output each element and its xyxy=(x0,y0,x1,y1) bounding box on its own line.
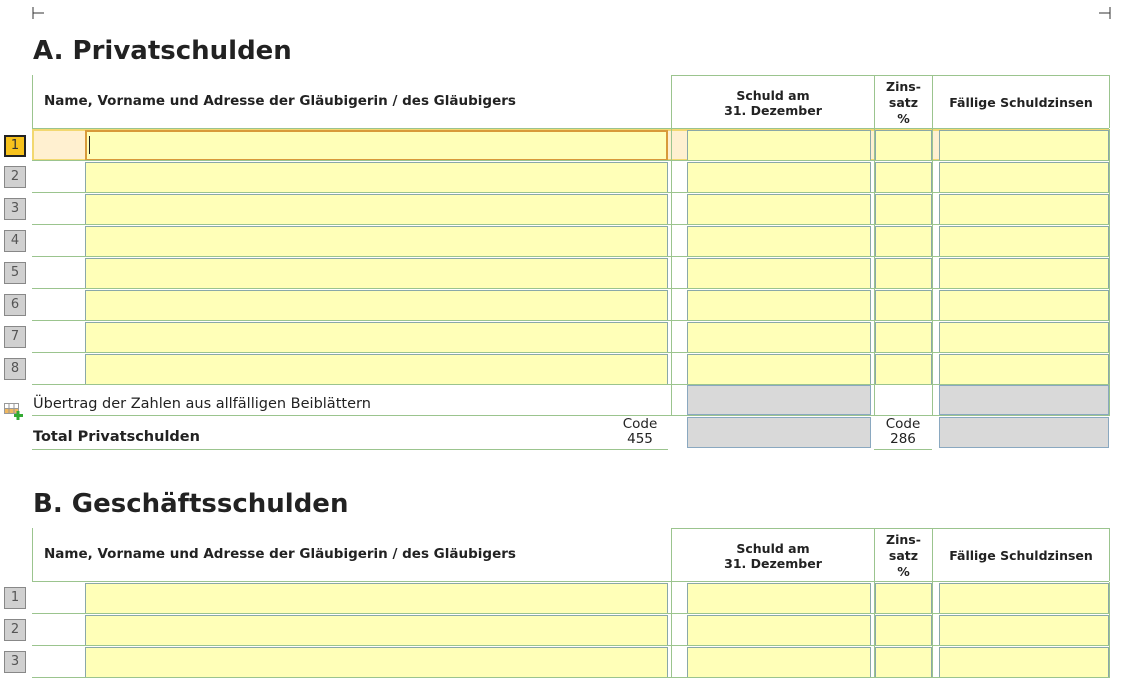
schuld-input[interactable] xyxy=(687,258,871,289)
column-divider xyxy=(671,614,672,646)
code-286 xyxy=(876,417,930,447)
column-divider xyxy=(932,582,933,614)
total-label: Total Privatschulden xyxy=(33,429,200,445)
row-number-button[interactable]: 2 xyxy=(4,166,26,188)
name-input[interactable] xyxy=(85,162,668,193)
header-divider xyxy=(1109,528,1110,581)
code-underline xyxy=(874,449,932,450)
column-divider xyxy=(1109,614,1110,646)
schuldzinsen-input[interactable] xyxy=(939,194,1109,225)
column-divider xyxy=(874,129,875,161)
header-line: Schuld am xyxy=(736,541,810,556)
table-row xyxy=(0,161,1110,193)
total-row xyxy=(0,416,1110,450)
table-row xyxy=(0,225,1110,257)
schuld-input[interactable] xyxy=(687,162,871,193)
uebertrag-row xyxy=(0,385,1110,416)
zinssatz-input[interactable] xyxy=(875,162,932,193)
column-divider xyxy=(1109,353,1110,385)
table-row xyxy=(0,257,1110,289)
schuldzinsen-input[interactable] xyxy=(939,226,1109,257)
uebertrag-schuld-field xyxy=(687,385,871,415)
zinssatz-input[interactable] xyxy=(875,130,932,161)
column-divider xyxy=(874,193,875,225)
code-455 xyxy=(615,417,665,447)
section-title: B. Geschäftsschulden xyxy=(33,489,349,519)
schuld-input[interactable] xyxy=(687,194,871,225)
schuldzinsen-input[interactable] xyxy=(939,258,1109,289)
column-divider xyxy=(1109,582,1110,614)
row-number-button[interactable]: 3 xyxy=(4,198,26,220)
column-divider xyxy=(671,289,672,321)
column-header-name: Name, Vorname und Adresse der Gläubigerin / des Gläubigers xyxy=(44,93,516,109)
column-divider xyxy=(1109,385,1110,416)
column-divider xyxy=(671,161,672,193)
schuldzinsen-input[interactable] xyxy=(939,583,1109,614)
table-row xyxy=(0,129,1110,161)
column-divider xyxy=(874,353,875,385)
row-number-button[interactable]: 3 xyxy=(4,651,26,673)
schuld-input[interactable] xyxy=(687,647,871,678)
row-number-button[interactable]: 4 xyxy=(4,230,26,252)
column-divider xyxy=(874,582,875,614)
column-divider xyxy=(932,257,933,289)
column-divider xyxy=(932,353,933,385)
column-divider xyxy=(874,225,875,257)
zinssatz-input[interactable] xyxy=(875,194,932,225)
header-line: Zins- xyxy=(886,79,921,94)
table-row xyxy=(0,321,1110,353)
header-line: satz xyxy=(888,95,919,110)
header-top-line xyxy=(671,75,1109,76)
name-input[interactable] xyxy=(85,194,668,225)
column-divider xyxy=(932,614,933,646)
name-input[interactable] xyxy=(85,615,668,646)
table-row xyxy=(0,614,1110,646)
uebertrag-zinsen-field xyxy=(939,385,1109,415)
zinssatz-input[interactable] xyxy=(875,322,932,353)
header-line: 31. Dezember xyxy=(724,103,822,118)
column-divider xyxy=(932,646,933,678)
column-divider xyxy=(932,321,933,353)
column-divider xyxy=(671,129,672,161)
table-row xyxy=(0,289,1110,321)
name-input[interactable] xyxy=(85,130,668,161)
column-divider xyxy=(671,257,672,289)
name-input[interactable] xyxy=(85,290,668,321)
table-row xyxy=(0,193,1110,225)
column-header-zinssatz xyxy=(875,79,932,127)
column-divider xyxy=(671,385,672,416)
schuld-input[interactable] xyxy=(687,322,871,353)
total-schuld-field xyxy=(687,417,871,448)
name-input[interactable] xyxy=(85,647,668,678)
code-label: Code xyxy=(885,416,921,432)
schuldzinsen-input[interactable] xyxy=(939,647,1109,678)
column-header-schuld xyxy=(672,88,874,118)
zinssatz-input[interactable] xyxy=(875,615,932,646)
schuldzinsen-input[interactable] xyxy=(939,130,1109,161)
schuld-input[interactable] xyxy=(687,130,871,161)
header-left-line xyxy=(32,75,33,128)
column-divider xyxy=(932,129,933,161)
row-number-button[interactable]: 6 xyxy=(4,294,26,316)
row-number-button[interactable]: 1 xyxy=(4,587,26,609)
table-row xyxy=(0,582,1110,614)
name-input[interactable] xyxy=(85,322,668,353)
column-divider xyxy=(671,225,672,257)
column-divider xyxy=(1109,257,1110,289)
schuldzinsen-input[interactable] xyxy=(939,354,1109,385)
schuld-input[interactable] xyxy=(687,290,871,321)
header-left-line xyxy=(32,528,33,581)
code-label: Code xyxy=(622,416,658,432)
column-divider xyxy=(874,289,875,321)
table-row xyxy=(0,646,1110,678)
header-line: % xyxy=(897,111,910,126)
zinssatz-input[interactable] xyxy=(875,226,932,257)
crop-mark-right xyxy=(1099,7,1111,19)
name-input[interactable] xyxy=(85,583,668,614)
schuld-input[interactable] xyxy=(687,226,871,257)
name-input[interactable] xyxy=(85,226,668,257)
header-line: Zins- xyxy=(886,532,921,547)
column-divider xyxy=(1109,321,1110,353)
schuldzinsen-input[interactable] xyxy=(939,290,1109,321)
header-divider xyxy=(1109,75,1110,128)
column-divider xyxy=(932,225,933,257)
schuld-input[interactable] xyxy=(687,354,871,385)
zinssatz-input[interactable] xyxy=(875,290,932,321)
uebertrag-label: Übertrag der Zahlen aus allfälligen Beiblättern xyxy=(33,396,371,412)
row-number-button[interactable]: 7 xyxy=(4,326,26,348)
column-header-zinssatz xyxy=(875,532,932,580)
row-number-button[interactable]: 8 xyxy=(4,358,26,380)
column-divider xyxy=(1109,161,1110,193)
section-title: A. Privatschulden xyxy=(33,36,292,66)
total-zinsen-field xyxy=(939,417,1109,448)
schuld-input[interactable] xyxy=(687,583,871,614)
column-divider xyxy=(1109,646,1110,678)
column-divider xyxy=(874,321,875,353)
column-divider xyxy=(874,614,875,646)
column-divider xyxy=(874,385,875,416)
column-divider xyxy=(671,353,672,385)
name-input[interactable] xyxy=(85,354,668,385)
column-header-name: Name, Vorname und Adresse der Gläubigerin / des Gläubigers xyxy=(44,546,516,562)
header-line: satz xyxy=(888,548,919,563)
header-line: Schuld am xyxy=(736,88,810,103)
name-input[interactable] xyxy=(85,258,668,289)
zinssatz-input[interactable] xyxy=(875,647,932,678)
schuldzinsen-input[interactable] xyxy=(939,162,1109,193)
zinssatz-input[interactable] xyxy=(875,354,932,385)
column-divider xyxy=(932,161,933,193)
crop-mark-left xyxy=(32,7,44,19)
column-divider xyxy=(1109,289,1110,321)
column-divider xyxy=(671,646,672,678)
column-divider xyxy=(874,257,875,289)
column-divider xyxy=(874,161,875,193)
column-header-faellig: Fällige Schuldzinsen xyxy=(949,548,1093,563)
total-underline xyxy=(32,449,668,450)
column-divider xyxy=(932,385,933,416)
schuldzinsen-input[interactable] xyxy=(939,615,1109,646)
column-divider xyxy=(671,321,672,353)
column-divider xyxy=(874,646,875,678)
header-line: % xyxy=(897,564,910,579)
zinssatz-input[interactable] xyxy=(875,258,932,289)
column-divider xyxy=(932,193,933,225)
column-divider xyxy=(671,193,672,225)
schuldzinsen-input[interactable] xyxy=(939,322,1109,353)
column-divider xyxy=(671,582,672,614)
column-header-schuld xyxy=(672,541,874,571)
zinssatz-input[interactable] xyxy=(875,583,932,614)
code-value: 455 xyxy=(627,431,653,447)
column-divider xyxy=(1109,193,1110,225)
column-divider xyxy=(1109,129,1110,161)
column-divider xyxy=(932,289,933,321)
text-cursor xyxy=(89,136,90,154)
column-divider xyxy=(1109,225,1110,257)
column-header-faellig: Fällige Schuldzinsen xyxy=(949,95,1093,110)
code-value: 286 xyxy=(890,431,916,447)
header-line: 31. Dezember xyxy=(724,556,822,571)
header-top-line xyxy=(671,528,1109,529)
row-number-button[interactable]: 5 xyxy=(4,262,26,284)
schuld-input[interactable] xyxy=(687,615,871,646)
table-row xyxy=(0,353,1110,385)
row-number-button[interactable]: 2 xyxy=(4,619,26,641)
row-number-button[interactable]: 1 xyxy=(4,135,26,157)
